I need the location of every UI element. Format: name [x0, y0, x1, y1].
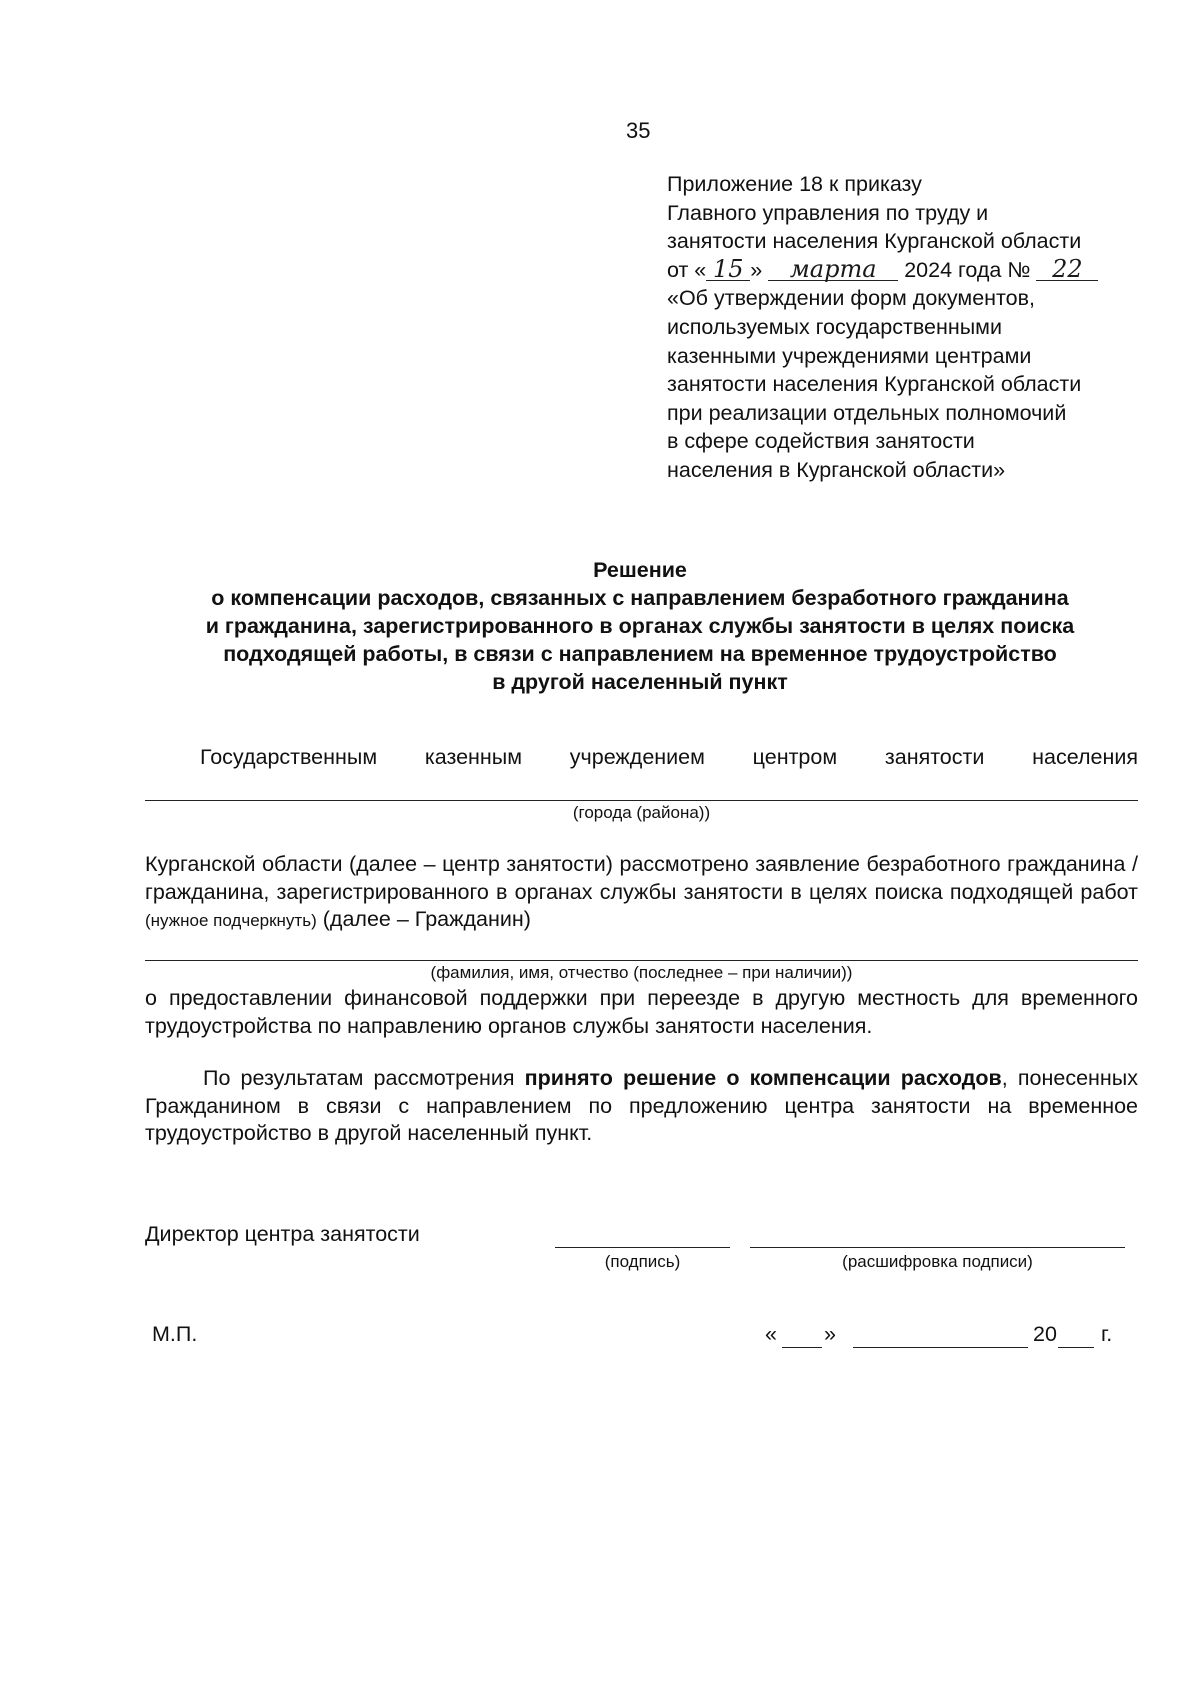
paragraph-decision: [145, 1065, 1138, 1148]
appendix-date-line: [667, 256, 1187, 285]
page-number: 35: [626, 118, 651, 143]
city-caption: (города (района)): [572, 803, 711, 822]
appendix-line-3: занятости населения Курганской области: [667, 229, 1082, 254]
intro-word: центром: [752, 745, 838, 769]
date-close-quote: »: [824, 1322, 836, 1346]
signature-line[interactable]: [555, 1247, 730, 1248]
title-heading: Решение: [593, 558, 687, 582]
date-year-suffix: г.: [1101, 1322, 1113, 1346]
handwritten-order-number: 22: [1036, 258, 1098, 281]
paragraph-application: [145, 851, 1138, 935]
appendix-line-9: при реализации отдельных полномочий: [667, 400, 1067, 425]
title-line-2: и гражданина, зарегистрированного в органах службы занятости в целях поиска: [205, 614, 1075, 638]
para3-end: , понесенных Гражданином в связи с направлением по предложению центра занятости на временное трудоустройство в другой населенный пункт.: [145, 1066, 1138, 1145]
appendix-line-2: Главного управления по труду и: [667, 200, 989, 225]
fio-caption: (фамилия, имя, отчество (последнее – при наличии)): [430, 963, 853, 982]
appendix-line-5: «Об утверждении форм документов,: [667, 286, 1035, 311]
date-open-quote: «: [765, 1322, 777, 1346]
appendix-line-1: Приложение 18 к приказу: [667, 172, 922, 196]
date-year-line[interactable]: [1058, 1347, 1094, 1348]
fio-fill-line[interactable]: [145, 960, 1138, 961]
director-label: Директор центра занятости: [145, 1222, 420, 1246]
appendix-block: [667, 170, 1187, 485]
decryption-line[interactable]: [750, 1247, 1125, 1248]
date-day-line[interactable]: [782, 1347, 822, 1348]
intro-line: [200, 745, 1138, 770]
appendix-line-8: занятости населения Курганской области: [667, 372, 1082, 397]
appendix-line-7: казенными учреждениями центрами: [667, 343, 1032, 368]
city-fill-line[interactable]: [145, 800, 1138, 801]
date-mid: »: [750, 257, 763, 282]
para1-end: (далее – Гражданин): [322, 907, 531, 931]
appendix-line-10: в сфере содействия занятости: [667, 429, 975, 454]
decryption-caption: (расшифровка подписи): [842, 1252, 1033, 1271]
date-year-text: 2024 года №: [904, 257, 1031, 282]
intro-word: Государственным: [200, 745, 378, 769]
para3-bold: принято решение о компенсации расходов: [524, 1066, 1002, 1090]
intro-word: учреждением: [569, 745, 705, 769]
handwritten-month: марта: [768, 258, 898, 281]
stamp-label: М.П.: [152, 1322, 198, 1346]
appendix-line-11: населения в Курганской области»: [667, 457, 1006, 482]
signature-caption: (подпись): [604, 1252, 681, 1271]
paragraph-support: о предоставлении финансовой поддержки при переезде в другую местность для временного трудоустройства по направлению органов службы занятости населения.: [145, 986, 1138, 1038]
title-line-1: о компенсации расходов, связанных с направлением безработного гражданина: [211, 586, 1069, 610]
intro-word: населения: [1032, 745, 1138, 769]
document-title: [140, 556, 1140, 696]
date-year-prefix: 20: [1033, 1322, 1057, 1346]
date-prefix: от «: [667, 257, 707, 282]
intro-word: занятости: [884, 745, 985, 769]
date-month-line[interactable]: [853, 1347, 1028, 1348]
handwritten-day: 15: [706, 258, 750, 281]
title-line-3: подходящей работы, в связи с направлением на временное трудоустройство: [223, 642, 1057, 666]
title-line-4: в другой населенный пункт: [492, 670, 788, 694]
para1-main: Курганской области (далее – центр занятости) рассмотрено заявление безработного гражданина / гражданина, зарегистрированного в органах службы занятости в целях поиска подходящей работ: [145, 852, 1138, 904]
para3-start: По результатам рассмотрения: [203, 1066, 515, 1090]
intro-word: казенным: [424, 745, 523, 769]
para1-note: (нужное подчеркнуть): [145, 911, 317, 930]
appendix-line-6: используемых государственными: [667, 314, 1002, 339]
